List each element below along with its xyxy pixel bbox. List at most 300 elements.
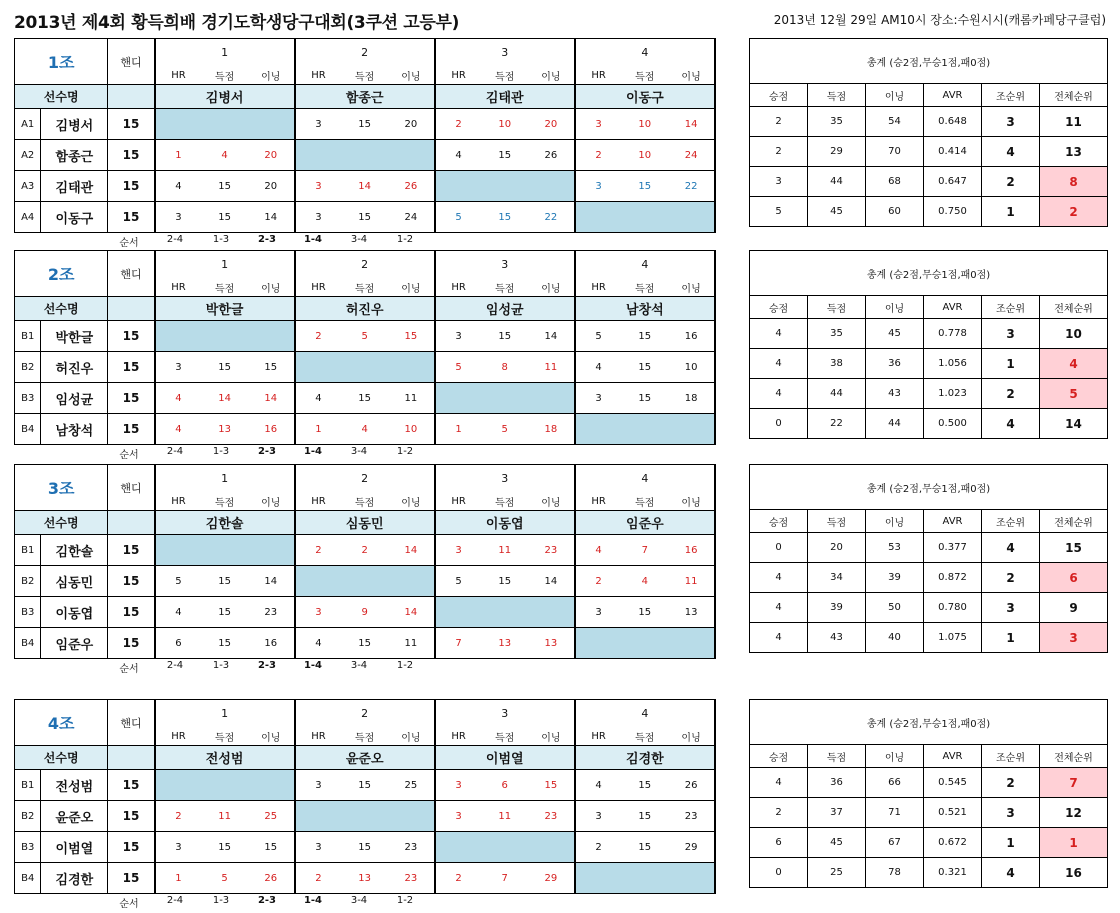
order-pair: 1-4 — [303, 895, 323, 906]
opponent-name: 임성균 — [435, 297, 575, 321]
stat-points: 2 — [750, 107, 808, 137]
stat-innings: 43 — [866, 379, 924, 409]
player-name-header: 선수명 — [15, 746, 108, 770]
stat-group-rank: 1 — [982, 197, 1040, 227]
player-handicap: 15 — [108, 535, 155, 566]
player-name: 김한솔 — [41, 535, 108, 566]
inning-header: 이닝 — [248, 66, 295, 85]
player-code: A1 — [15, 109, 41, 140]
round-header: 2 — [295, 465, 435, 493]
inning-cell: 14 — [528, 321, 575, 352]
score-cell: 8 — [481, 352, 528, 383]
stat-score: 34 — [808, 563, 866, 593]
page-title: 2013년 제4회 황득희배 경기도학생당구대회(3쿠션 고등부) — [14, 13, 460, 33]
summary-row — [750, 379, 1108, 409]
hr-cell: 3 — [155, 352, 202, 383]
match-table — [14, 464, 716, 659]
stat-overall-rank: 1 — [1040, 828, 1108, 858]
inning-cell: 16 — [668, 535, 715, 566]
summary-row — [750, 409, 1108, 439]
order-pair: 1-4 — [303, 234, 323, 245]
stat-score: 44 — [808, 379, 866, 409]
score-cell: 15 — [621, 171, 668, 202]
inning-header: 이닝 — [388, 492, 435, 511]
stat-overall-rank: 10 — [1040, 319, 1108, 349]
hr-cell: 3 — [435, 535, 482, 566]
stat-innings: 54 — [866, 107, 924, 137]
stat-group-rank: 1 — [982, 349, 1040, 379]
summary-table — [749, 38, 1108, 227]
table-row — [15, 140, 716, 171]
stat-group-rank: 3 — [982, 107, 1040, 137]
round-header: 2 — [295, 251, 435, 279]
score-cell: 11 — [201, 801, 248, 832]
inning-cell: 14 — [248, 383, 295, 414]
opponent-name: 박한글 — [155, 297, 295, 321]
summary-row — [750, 798, 1108, 828]
player-code: B3 — [15, 832, 41, 863]
score-cell: 15 — [201, 628, 248, 659]
player-handicap: 15 — [108, 352, 155, 383]
player-handicap: 15 — [108, 171, 155, 202]
player-handicap: 15 — [108, 801, 155, 832]
order-pair: 3-4 — [350, 446, 368, 457]
inning-header: 이닝 — [528, 727, 575, 746]
inning-cell: 26 — [668, 770, 715, 801]
self-match-cell — [201, 109, 248, 140]
hr-cell: 4 — [435, 140, 482, 171]
hr-cell: 5 — [435, 566, 482, 597]
hr-cell: 2 — [295, 321, 342, 352]
inning-cell: 23 — [388, 863, 435, 894]
score-cell: 15 — [341, 832, 388, 863]
order-pair: 2-4 — [166, 234, 184, 245]
summary-row — [750, 349, 1108, 379]
hr-cell: 6 — [155, 628, 202, 659]
stat-group-rank: 2 — [982, 563, 1040, 593]
hr-cell: 3 — [575, 597, 622, 628]
stat-innings: 45 — [866, 319, 924, 349]
score-cell: 15 — [201, 202, 248, 233]
self-match-cell — [528, 171, 575, 202]
hr-cell: 5 — [435, 352, 482, 383]
inning-header: 이닝 — [388, 727, 435, 746]
stat-score: 20 — [808, 533, 866, 563]
stat-points: 2 — [750, 798, 808, 828]
player-name: 이동엽 — [41, 597, 108, 628]
score-header: 득점 — [341, 66, 388, 85]
self-match-cell — [481, 832, 528, 863]
score-header: 득점 — [201, 278, 248, 297]
hr-cell: 3 — [295, 770, 342, 801]
opponent-name: 김경한 — [575, 746, 715, 770]
score-cell: 13 — [201, 414, 248, 445]
score-header: 득점 — [621, 727, 668, 746]
self-match-cell — [388, 801, 435, 832]
player-code: B1 — [15, 535, 41, 566]
score-header: 득점 — [621, 492, 668, 511]
inning-cell: 24 — [388, 202, 435, 233]
inning-cell: 26 — [528, 140, 575, 171]
score-header: 득점 — [481, 278, 528, 297]
summary-table — [749, 699, 1108, 888]
table-row — [15, 202, 716, 233]
stat-overall-rank: 6 — [1040, 563, 1108, 593]
stat-avr: 0.778 — [924, 319, 982, 349]
round-header: 1 — [155, 465, 295, 493]
score-header: 득점 — [341, 727, 388, 746]
hr-cell: 4 — [155, 383, 202, 414]
opponent-name: 전성범 — [155, 746, 295, 770]
score-cell: 11 — [481, 801, 528, 832]
stat-header: 득점 — [808, 84, 866, 107]
stat-header: 조순위 — [982, 510, 1040, 533]
opponent-name: 김한솔 — [155, 511, 295, 535]
inning-cell: 20 — [388, 109, 435, 140]
hr-cell: 4 — [295, 628, 342, 659]
self-match-cell — [435, 171, 482, 202]
hr-cell: 3 — [435, 321, 482, 352]
inning-cell: 20 — [528, 109, 575, 140]
match-table — [14, 38, 716, 233]
stat-innings: 71 — [866, 798, 924, 828]
inning-header: 이닝 — [388, 66, 435, 85]
self-match-cell — [668, 863, 715, 894]
hr-cell: 3 — [575, 109, 622, 140]
player-name: 임성균 — [41, 383, 108, 414]
score-cell: 15 — [481, 202, 528, 233]
stat-points: 4 — [750, 593, 808, 623]
opponent-name: 심동민 — [295, 511, 435, 535]
hr-cell: 1 — [435, 414, 482, 445]
stat-innings: 53 — [866, 533, 924, 563]
inning-cell: 10 — [668, 352, 715, 383]
stat-overall-rank: 11 — [1040, 107, 1108, 137]
summary-row — [750, 319, 1108, 349]
score-cell: 2 — [341, 535, 388, 566]
self-match-cell — [155, 535, 202, 566]
round-header: 2 — [295, 700, 435, 728]
self-match-cell — [248, 109, 295, 140]
stat-innings: 39 — [866, 563, 924, 593]
player-code: B2 — [15, 801, 41, 832]
hr-cell: 5 — [575, 321, 622, 352]
player-code: B1 — [15, 321, 41, 352]
score-cell: 14 — [201, 383, 248, 414]
score-header: 득점 — [481, 727, 528, 746]
hr-cell: 1 — [155, 863, 202, 894]
hr-cell: 5 — [435, 202, 482, 233]
inning-header: 이닝 — [668, 66, 715, 85]
order-pair: 1-2 — [396, 446, 414, 457]
inning-cell: 14 — [668, 109, 715, 140]
order-pair: 2-4 — [166, 895, 184, 906]
stat-group-rank: 3 — [982, 319, 1040, 349]
score-cell: 15 — [341, 383, 388, 414]
score-header: 득점 — [481, 492, 528, 511]
score-cell: 15 — [201, 566, 248, 597]
event-info: 2013년 12월 29일 AM10시 장소:수원시시(캐롬카페당구클럽) — [773, 13, 1106, 27]
score-cell: 15 — [621, 597, 668, 628]
hr-cell: 2 — [575, 832, 622, 863]
self-match-cell — [388, 140, 435, 171]
inning-cell: 26 — [388, 171, 435, 202]
stat-header: 전체순위 — [1040, 745, 1108, 768]
hr-cell: 3 — [435, 801, 482, 832]
hr-cell: 4 — [155, 414, 202, 445]
opponent-name: 함종근 — [295, 85, 435, 109]
stat-avr: 1.023 — [924, 379, 982, 409]
stat-group-rank: 3 — [982, 798, 1040, 828]
self-match-cell — [248, 535, 295, 566]
stat-points: 5 — [750, 197, 808, 227]
table-row — [15, 566, 716, 597]
match-table — [14, 250, 716, 445]
hr-cell: 3 — [295, 832, 342, 863]
stat-overall-rank: 12 — [1040, 798, 1108, 828]
score-cell: 15 — [481, 321, 528, 352]
stat-avr: 0.780 — [924, 593, 982, 623]
handicap-header: 핸디 — [108, 700, 155, 746]
round-header: 2 — [295, 39, 435, 67]
self-match-cell — [201, 535, 248, 566]
inning-cell: 15 — [248, 832, 295, 863]
player-name: 허진우 — [41, 352, 108, 383]
score-cell: 15 — [481, 140, 528, 171]
summary-row — [750, 107, 1108, 137]
order-row — [14, 232, 716, 252]
inning-cell: 23 — [668, 801, 715, 832]
score-cell: 15 — [621, 801, 668, 832]
hr-cell: 2 — [435, 109, 482, 140]
stat-avr: 0.321 — [924, 858, 982, 888]
score-cell: 4 — [621, 566, 668, 597]
handicap-blank — [108, 511, 155, 535]
stat-avr: 0.414 — [924, 137, 982, 167]
stat-innings: 36 — [866, 349, 924, 379]
stat-innings: 50 — [866, 593, 924, 623]
self-match-cell — [435, 383, 482, 414]
score-header: 득점 — [341, 492, 388, 511]
inning-header: 이닝 — [668, 278, 715, 297]
stat-innings: 66 — [866, 768, 924, 798]
stat-score: 37 — [808, 798, 866, 828]
inning-cell: 29 — [668, 832, 715, 863]
opponent-name: 이동엽 — [435, 511, 575, 535]
score-cell: 11 — [481, 535, 528, 566]
summary-title: 총계 (승2점,무승1점,패0점) — [750, 465, 1108, 510]
hr-cell: 7 — [435, 628, 482, 659]
summary-row — [750, 768, 1108, 798]
score-cell: 15 — [621, 352, 668, 383]
inning-cell: 18 — [668, 383, 715, 414]
self-match-cell — [155, 321, 202, 352]
stat-score: 25 — [808, 858, 866, 888]
hr-header: HR — [575, 66, 622, 85]
order-pair: 1-2 — [396, 895, 414, 906]
order-pair: 2-3 — [257, 446, 277, 457]
hr-cell: 3 — [155, 202, 202, 233]
player-name: 이범열 — [41, 832, 108, 863]
inning-header: 이닝 — [668, 492, 715, 511]
round-header: 1 — [155, 39, 295, 67]
inning-cell: 16 — [248, 628, 295, 659]
round-header: 1 — [155, 251, 295, 279]
opponent-name: 허진우 — [295, 297, 435, 321]
player-name: 윤준오 — [41, 801, 108, 832]
inning-header: 이닝 — [388, 278, 435, 297]
hr-header: HR — [575, 278, 622, 297]
player-name: 이동구 — [41, 202, 108, 233]
self-match-cell — [295, 140, 342, 171]
score-cell: 10 — [481, 109, 528, 140]
order-pair: 2-3 — [257, 234, 277, 245]
stat-overall-rank: 15 — [1040, 533, 1108, 563]
inning-header: 이닝 — [248, 492, 295, 511]
inning-header: 이닝 — [248, 727, 295, 746]
summary-row — [750, 197, 1108, 227]
score-header: 득점 — [201, 66, 248, 85]
self-match-cell — [481, 597, 528, 628]
order-pair: 1-4 — [303, 660, 323, 671]
summary-table — [749, 464, 1108, 653]
score-cell: 15 — [621, 770, 668, 801]
order-row — [14, 444, 716, 464]
stat-overall-rank: 13 — [1040, 137, 1108, 167]
player-handicap: 15 — [108, 414, 155, 445]
order-pair: 3-4 — [350, 234, 368, 245]
order-pair: 2-3 — [257, 895, 277, 906]
hr-header: HR — [155, 727, 202, 746]
stat-header: 이닝 — [866, 510, 924, 533]
table-row — [15, 321, 716, 352]
stat-innings: 44 — [866, 409, 924, 439]
stat-avr: 0.500 — [924, 409, 982, 439]
self-match-cell — [481, 383, 528, 414]
inning-cell: 14 — [248, 566, 295, 597]
self-match-cell — [621, 202, 668, 233]
round-header: 3 — [435, 465, 575, 493]
self-match-cell — [575, 863, 622, 894]
round-header: 4 — [575, 465, 715, 493]
hr-header: HR — [575, 492, 622, 511]
stat-points: 2 — [750, 137, 808, 167]
self-match-cell — [481, 171, 528, 202]
player-code: A3 — [15, 171, 41, 202]
stat-header: AVR — [924, 296, 982, 319]
score-cell: 4 — [341, 414, 388, 445]
inning-header: 이닝 — [248, 278, 295, 297]
stat-avr: 0.648 — [924, 107, 982, 137]
order-pair: 1-2 — [396, 660, 414, 671]
round-header: 4 — [575, 251, 715, 279]
inning-cell: 25 — [248, 801, 295, 832]
order-row — [14, 893, 716, 913]
player-handicap: 15 — [108, 383, 155, 414]
player-code: A2 — [15, 140, 41, 171]
stat-header: AVR — [924, 745, 982, 768]
player-code: A4 — [15, 202, 41, 233]
handicap-blank — [108, 746, 155, 770]
hr-header: HR — [435, 278, 482, 297]
round-header: 3 — [435, 251, 575, 279]
table-row — [15, 628, 716, 659]
score-cell: 15 — [621, 832, 668, 863]
stat-score: 43 — [808, 623, 866, 653]
stat-group-rank: 4 — [982, 858, 1040, 888]
opponent-name: 김태관 — [435, 85, 575, 109]
score-cell: 10 — [621, 109, 668, 140]
score-cell: 4 — [201, 140, 248, 171]
self-match-cell — [341, 801, 388, 832]
handicap-blank — [108, 297, 155, 321]
inning-cell: 14 — [248, 202, 295, 233]
stat-points: 4 — [750, 319, 808, 349]
player-code: B4 — [15, 628, 41, 659]
summary-title: 총계 (승2점,무승1점,패0점) — [750, 251, 1108, 296]
inning-cell: 23 — [248, 597, 295, 628]
stat-points: 4 — [750, 768, 808, 798]
stat-header: 승점 — [750, 510, 808, 533]
stat-header: 전체순위 — [1040, 510, 1108, 533]
stat-score: 45 — [808, 197, 866, 227]
stat-score: 44 — [808, 167, 866, 197]
score-header: 득점 — [621, 278, 668, 297]
stat-avr: 0.672 — [924, 828, 982, 858]
stat-score: 35 — [808, 319, 866, 349]
score-cell: 14 — [341, 171, 388, 202]
hr-cell: 3 — [435, 770, 482, 801]
stat-score: 22 — [808, 409, 866, 439]
score-cell: 7 — [481, 863, 528, 894]
stat-score: 35 — [808, 107, 866, 137]
hr-cell: 3 — [295, 597, 342, 628]
inning-cell: 16 — [668, 321, 715, 352]
stat-avr: 1.056 — [924, 349, 982, 379]
table-row — [15, 863, 716, 894]
stat-group-rank: 2 — [982, 768, 1040, 798]
hr-cell: 4 — [295, 383, 342, 414]
self-match-cell — [388, 352, 435, 383]
stat-points: 3 — [750, 167, 808, 197]
player-code: B1 — [15, 770, 41, 801]
score-cell: 15 — [201, 832, 248, 863]
stat-group-rank: 4 — [982, 137, 1040, 167]
table-row — [15, 109, 716, 140]
score-cell: 6 — [481, 770, 528, 801]
self-match-cell — [668, 414, 715, 445]
self-match-cell — [155, 770, 202, 801]
score-cell: 13 — [481, 628, 528, 659]
opponent-name: 이동구 — [575, 85, 715, 109]
player-handicap: 15 — [108, 140, 155, 171]
stat-overall-rank: 4 — [1040, 349, 1108, 379]
hr-header: HR — [435, 492, 482, 511]
opponent-name: 윤준오 — [295, 746, 435, 770]
self-match-cell — [341, 566, 388, 597]
hr-cell: 4 — [575, 770, 622, 801]
hr-cell: 4 — [155, 171, 202, 202]
hr-header: HR — [155, 66, 202, 85]
table-row — [15, 414, 716, 445]
self-match-cell — [668, 202, 715, 233]
stat-score: 39 — [808, 593, 866, 623]
self-match-cell — [341, 140, 388, 171]
self-match-cell — [435, 597, 482, 628]
hr-cell: 4 — [575, 535, 622, 566]
player-handicap: 15 — [108, 863, 155, 894]
self-match-cell — [621, 628, 668, 659]
